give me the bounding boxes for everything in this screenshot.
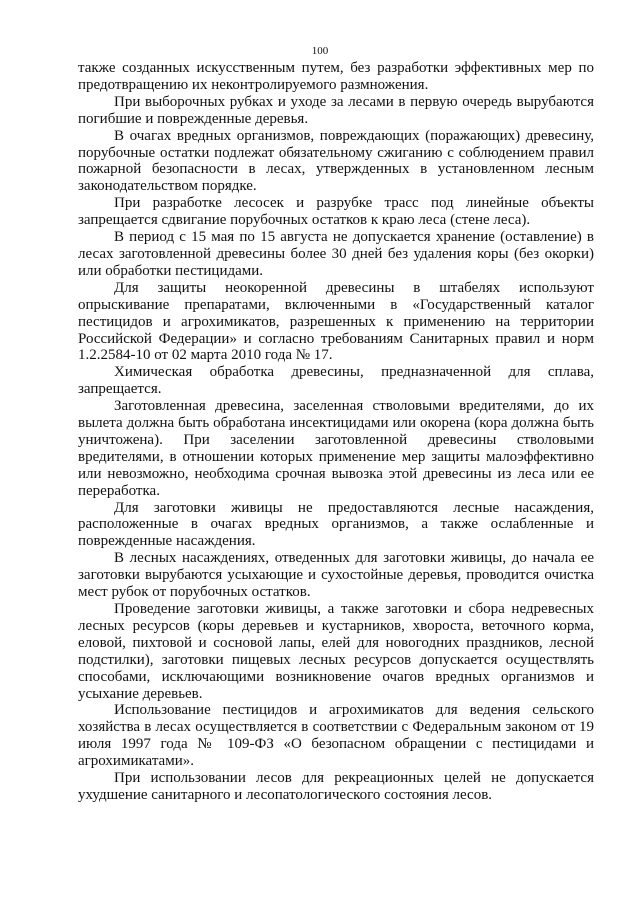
paragraph: Использование пестицидов и агрохимикатов для ведения сельского хозяйства в лесах осуществляется в соответствии с Федеральным законом от 19 июля 1997 года № 109-ФЗ «О безопасном обращении с пестицидами и агрохимикатами». (78, 702, 594, 770)
paragraph: Для заготовки живицы не предоставляются лесные насаждения, расположенные в очагах вредных организмов, а также ослабленные и поврежденные насаждения. (78, 499, 594, 550)
paragraph: В очагах вредных организмов, повреждающих (поражающих) древесину, порубочные остатки подлежат обязательному сжиганию с соблюдением правил пожарной безопасности в лесах, утвержденных в установленном лесным законодательством порядке. (78, 127, 594, 195)
page-number: 100 (311, 45, 329, 57)
paragraph: Химическая обработка древесины, предназначенной для сплава, запрещается. (78, 364, 594, 398)
paragraph: В лесных насаждениях, отведенных для заготовки живицы, до начала ее заготовки вырубаются усыхающие и сухостойные деревья, проводится очистка мест рубок от порубочных остатков. (78, 550, 594, 601)
paragraph: При использовании лесов для рекреационных целей не допускается ухудшение санитарного и лесопатологического состояния лесов. (78, 770, 594, 803)
paragraph: Проведение заготовки живицы, а также заготовки и сбора недревесных лесных ресурсов (коры деревьев и кустарников, хвороста, веточного корма, еловой, пихтовой и сосновой лапы, елей для новогодних праздников, лесной подстилки), заготовки пищевых лесных ресурсов допускается осуществлять способами, исключающими возникновение очагов вредных организмов и усыхание деревьев. (78, 601, 594, 702)
paragraph-continuation: также созданных искусственным путем, без разработки эффективных мер по предотвращению их неконтролируемого размножения. (78, 60, 594, 93)
paragraph: Для защиты неокоренной древесины в штабелях используют опрыскивание препаратами, включенными в «Государственный каталог пестицидов и агрохимикатов, разрешенных к применению на территории Российской Федерации» и согласно требованиям Санитарных правил и норм 1.2.2584-10 от 02 марта 2010 года № 17. (78, 279, 594, 364)
body-text (78, 60, 594, 804)
paragraph: В период с 15 мая по 15 августа не допускается хранение (оставление) в лесах заготовленной древесины более 30 дней без удаления коры (без окорки) или обработки пестицидами. (78, 229, 594, 279)
paragraph: При разработке лесосек и разрубке трасс под линейные объекты запрещается сдвигание порубочных остатков к краю леса (стене леса). (78, 195, 594, 229)
paragraph: Заготовленная древесина, заселенная стволовыми вредителями, до их вылета должна быть обработана инсектицидами или окорена (кора должна быть уничтожена). При заселении заготовленной древесины стволовыми вредителями, в отношении которых применение мер защиты малоэффективно или невозможно, необходима срочная вывозка этой древесины из леса или ее переработка. (78, 398, 594, 499)
paragraph: При выборочных рубках и уходе за лесами в первую очередь вырубаются погибшие и поврежденные деревья. (78, 93, 594, 127)
